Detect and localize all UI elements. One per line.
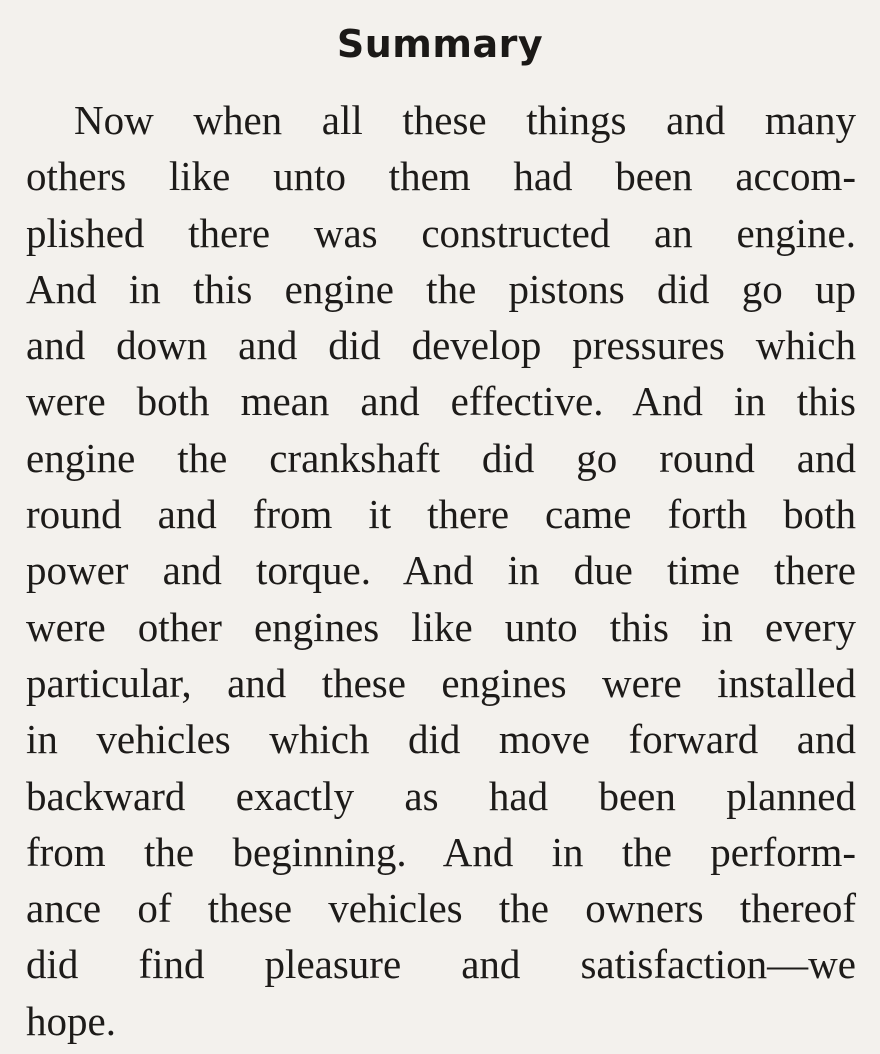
paragraph-line: from the beginning. And in the perform-	[26, 828, 856, 875]
page-title: Summary	[336, 22, 544, 66]
paragraph-line: in vehicles which did move forward and	[26, 716, 856, 763]
paragraph-line: plished there was constructed an engine.	[26, 209, 856, 256]
paragraph-line: ance of these vehicles the owners thereof	[26, 885, 856, 932]
paragraph-line: did find pleasure and satisfaction—we	[26, 941, 856, 988]
paragraph-line: engine the crankshaft did go round and	[26, 434, 856, 481]
paragraph-line: backward exactly as had been planned	[26, 772, 856, 819]
summary-paragraph	[26, 92, 856, 1049]
paragraph-line: were both mean and effective. And in this	[26, 378, 856, 425]
paragraph-line: particular, and these engines were installed	[26, 659, 856, 706]
paragraph-line: Now when all these things and many	[74, 97, 856, 143]
paragraph-line: And in this engine the pistons did go up	[26, 265, 856, 312]
paragraph-line: were other engines like unto this in every	[26, 603, 856, 650]
paragraph-line: power and torque. And in due time there	[26, 547, 856, 594]
paragraph-line: hope.	[26, 997, 116, 1044]
paragraph-line: and down and did develop pressures which	[26, 322, 856, 369]
paragraph-line: others like unto them had been accom-	[26, 153, 856, 200]
paragraph-line: round and from it there came forth both	[26, 491, 856, 538]
